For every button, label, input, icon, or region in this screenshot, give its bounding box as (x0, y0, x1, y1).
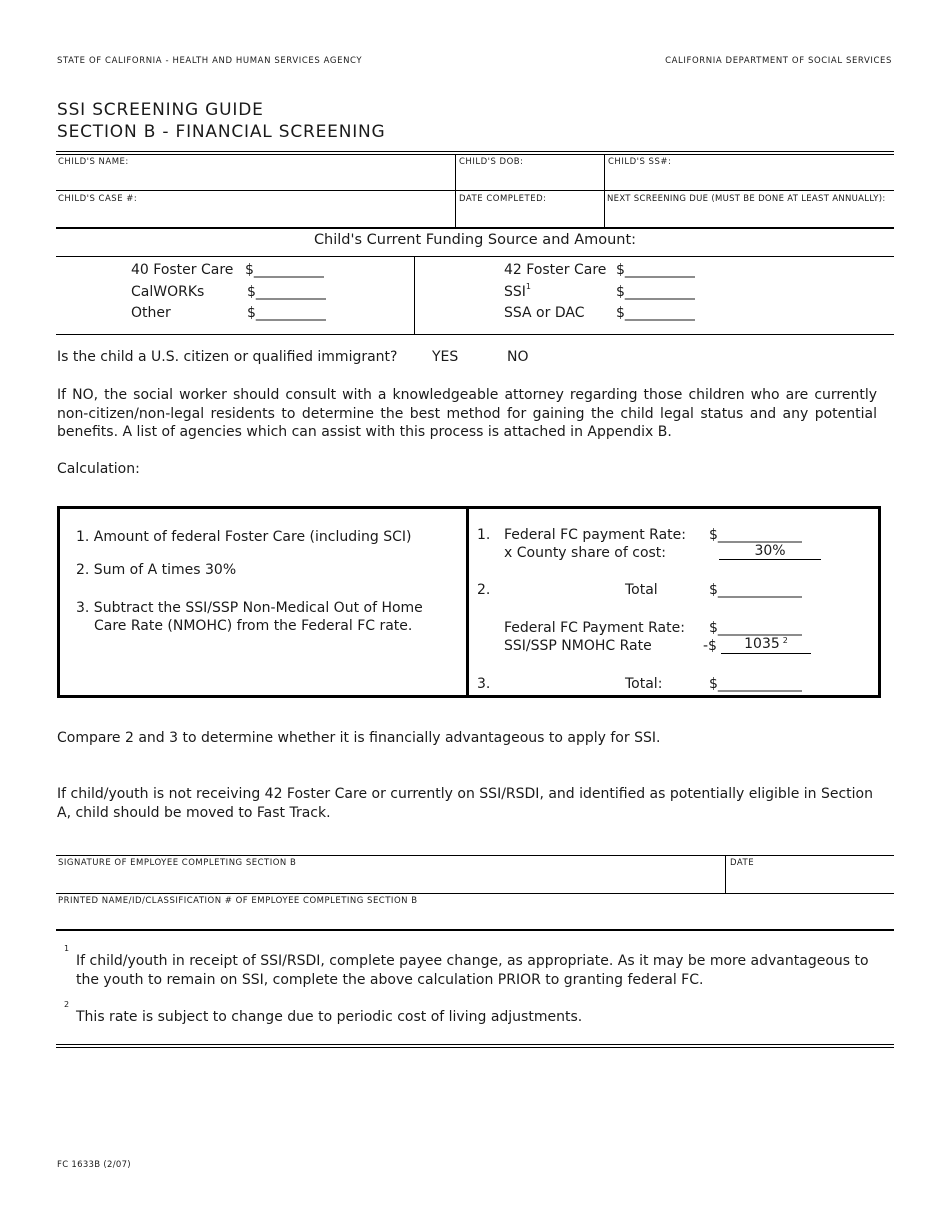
nmohc-footnote-ref: 2 (782, 636, 788, 645)
calc-step-2: 2. Sum of A times 30% (76, 562, 237, 578)
funding-amount-ssa[interactable]: $__________ (616, 305, 695, 321)
signature-date-field[interactable]: DATE (730, 858, 755, 868)
calc-county-amount[interactable]: 30% (719, 544, 821, 560)
funding-label-calworks: CalWORKs (131, 284, 205, 300)
next-screening-field[interactable]: NEXT SCREENING DUE (MUST BE DONE AT LEAST ANNUALLY): (607, 194, 886, 204)
calc-r-num-3: 3. (477, 676, 491, 692)
form-number: FC 1633B (2/07) (57, 1160, 131, 1170)
title-line2: SECTION B - FINANCIAL SCREENING (57, 122, 386, 142)
citizen-no-option[interactable]: NO (507, 349, 529, 365)
calc-step-1: 1. Amount of federal Foster Care (including SCI) (76, 529, 412, 545)
calc-nmohc-amount[interactable] (721, 637, 811, 654)
calc-total3-amount[interactable]: $____________ (709, 676, 802, 692)
funding-amount-40fc[interactable]: $__________ (245, 262, 324, 278)
citizen-yes-option[interactable]: YES (432, 349, 459, 365)
footnote-1-number: 1 (64, 944, 70, 953)
calc-fed-rate-label: Federal FC payment Rate: (504, 527, 686, 543)
calc-nmohc-label: SSI/SSP NMOHC Rate (504, 638, 652, 654)
if-no-paragraph: If NO, the social worker should consult with a knowledgeable attorney regarding those children who are currently non-citizen/non-legal residents to determine the best method for gaining the child legal status and any potential benefits. A list of agencies which can assist with this process is attached in Appendix B. (57, 387, 877, 440)
footnote-1-text: If child/youth in receipt of SSI/RSDI, complete payee change, as appropriate. As it may be more advantageous to the youth to remain on SSI, complete the above calculation PRIOR to granting federal FC. (76, 953, 869, 988)
child-name-field[interactable]: CHILD'S NAME: (58, 157, 129, 167)
funding-label-ssa: SSA or DAC (504, 305, 585, 321)
compare-text: Compare 2 and 3 to determine whether it is financially advantageous to apply for SSI. (57, 730, 661, 746)
funding-amount-ssi[interactable]: $__________ (616, 284, 695, 300)
funding-label-42fc: 42 Foster Care (504, 262, 607, 278)
calc-total-label: Total (625, 582, 658, 598)
footnote-2-number: 2 (64, 1000, 70, 1009)
calc-fed-rate2-amount[interactable]: $____________ (709, 620, 802, 636)
ssi-footnote-ref: 1 (525, 282, 531, 291)
calc-nmohc-prefix: -$ (703, 638, 717, 654)
funding-label-40fc: 40 Foster Care (131, 262, 234, 278)
signature-field[interactable]: SIGNATURE OF EMPLOYEE COMPLETING SECTION B (58, 858, 297, 868)
funding-label-other: Other (131, 305, 171, 321)
date-completed-field[interactable]: DATE COMPLETED: (459, 194, 547, 204)
calc-fed-rate2-label: Federal FC Payment Rate: (504, 620, 685, 636)
footnote-2-text: This rate is subject to change due to periodic cost of living adjustments. (76, 1009, 583, 1025)
bottom-rule-2 (56, 1047, 894, 1048)
funding-amount-42fc[interactable]: $__________ (616, 262, 695, 278)
citizen-question: Is the child a U.S. citizen or qualified immigrant? (57, 349, 398, 365)
calc-total3-label: Total: (625, 676, 663, 692)
calc-county-label: x County share of cost: (504, 545, 667, 561)
agency-left: STATE OF CALIFORNIA - HEALTH AND HUMAN SERVICES AGENCY (57, 56, 363, 66)
calc-r-num-2: 2. (477, 582, 491, 598)
calc-step-3: 3. Subtract the SSI/SSP Non-Medical Out of Home (76, 600, 423, 616)
case-number-field[interactable]: CHILD'S CASE #: (58, 194, 138, 204)
calc-total-amount[interactable]: $____________ (709, 582, 802, 598)
funding-heading: Child's Current Funding Source and Amount: (313, 232, 637, 248)
calculation-label: Calculation: (57, 461, 140, 477)
child-dob-field[interactable]: CHILD'S DOB: (459, 157, 524, 167)
title-line1: SSI SCREENING GUIDE (57, 100, 264, 120)
nmohc-value: 1035 (744, 636, 780, 652)
fast-track-text: If child/youth is not receiving 42 Foster Care or currently on SSI/RSDI, and identified as potentially eligible in Section A, child should be moved to Fast Track. (57, 786, 873, 821)
ssi-label-text: SSI (504, 284, 526, 300)
funding-label-ssi (504, 284, 531, 300)
calc-fed-rate-amount[interactable]: $____________ (709, 527, 802, 543)
calc-step-3-cont: Care Rate (NMOHC) from the Federal FC rate. (94, 618, 413, 634)
funding-amount-calworks[interactable]: $__________ (247, 284, 326, 300)
calc-r-num-1: 1. (477, 527, 491, 543)
child-ssn-field[interactable]: CHILD'S SS#: (608, 157, 672, 167)
bottom-rule (56, 1044, 894, 1045)
printed-name-field[interactable]: PRINTED NAME/ID/CLASSIFICATION # OF EMPLOYEE COMPLETING SECTION B (58, 896, 418, 906)
agency-right: CALIFORNIA DEPARTMENT OF SOCIAL SERVICES (665, 56, 892, 66)
funding-amount-other[interactable]: $__________ (247, 305, 326, 321)
